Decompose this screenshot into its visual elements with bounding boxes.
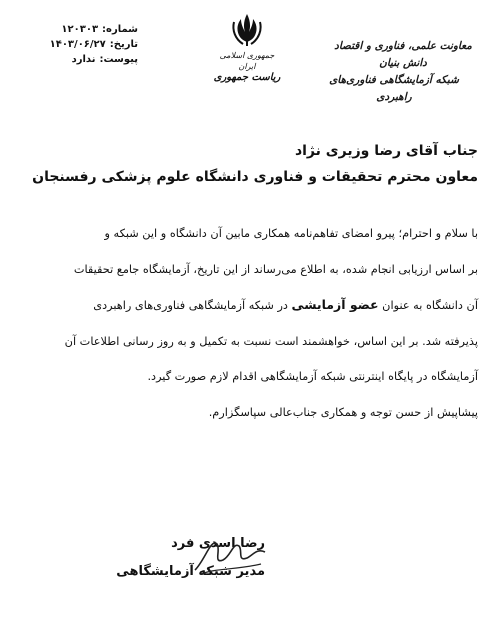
iran-emblem-icon	[230, 12, 264, 48]
letter-body	[40, 216, 478, 430]
number-label: شماره:	[102, 24, 138, 35]
date-label: تاریخ:	[109, 39, 138, 50]
body-line-3-start: آن دانشگاه به عنوان	[382, 299, 478, 312]
addressee-title: معاون محترم تحقیقات و فناوری دانشگاه علوم پزشکی رفسنجان	[32, 169, 478, 185]
body-line-2: بر اساس ارزیابی انجام شده، به اطلاع می‌رساند از این تاریخ، آزمایشگاه جامع تحقیقات	[73, 262, 478, 276]
meta-attachment-row	[8, 52, 138, 67]
body-line-3	[40, 287, 478, 324]
attachment-label: پیوست:	[99, 54, 138, 65]
emblem-line-2: ریاست جمهوری	[213, 72, 281, 83]
letter-meta	[8, 22, 138, 67]
meta-number-row	[8, 22, 138, 37]
org-line-2: شبکه آزمایشگاهی فناوری‌های راهبردی	[329, 74, 459, 103]
organization-header	[328, 38, 478, 106]
body-line-6: پیشاپیش از حسن توجه و همکاری جناب‌عالی سپاسگزارم.	[208, 405, 478, 419]
emphasis-text: عضو آزمایشی	[291, 297, 379, 312]
signer-name: رضا اسدی فرد	[171, 536, 265, 551]
emblem-block	[212, 12, 282, 83]
number-value: ۱۲۰۳۰۳	[61, 24, 99, 35]
org-line-1: معاونت علمی، فناوری و اقتصاد دانش بنیان	[334, 40, 472, 69]
addressee-name: جناب آقای رضا وزیری نژاد	[294, 143, 478, 159]
handwritten-signature-icon	[191, 530, 271, 580]
addressee-block	[20, 138, 478, 190]
body-line-5: آزمایشگاه در پایگاه اینترنتی شبکه آزمایشگاهی اقدام لازم صورت گیرد.	[147, 370, 478, 383]
body-line-1: با سلام و احترام؛ پیرو امضای تفاهم‌نامه همکاری مابین آن دانشگاه و این شبکه و	[104, 227, 478, 240]
body-line-4: پذیرفته شد. بر این اساس، خواهشمند است نسبت به تکمیل و به روز رسانی اطلاعات آن	[64, 334, 478, 348]
meta-date-row	[8, 37, 138, 52]
attachment-value: ندارد	[71, 54, 96, 65]
body-line-3-end: در شبکه آزمایشگاهی فناوری‌های راهبردی	[93, 299, 288, 312]
signer-title: مدیر شبکه آزمایشگاهی	[116, 564, 265, 579]
date-value: ۱۴۰۳/۰۶/۲۷	[49, 39, 106, 50]
emblem-line-1: جمهوری اسلامی ایران	[219, 51, 275, 71]
signature-block	[95, 530, 265, 586]
